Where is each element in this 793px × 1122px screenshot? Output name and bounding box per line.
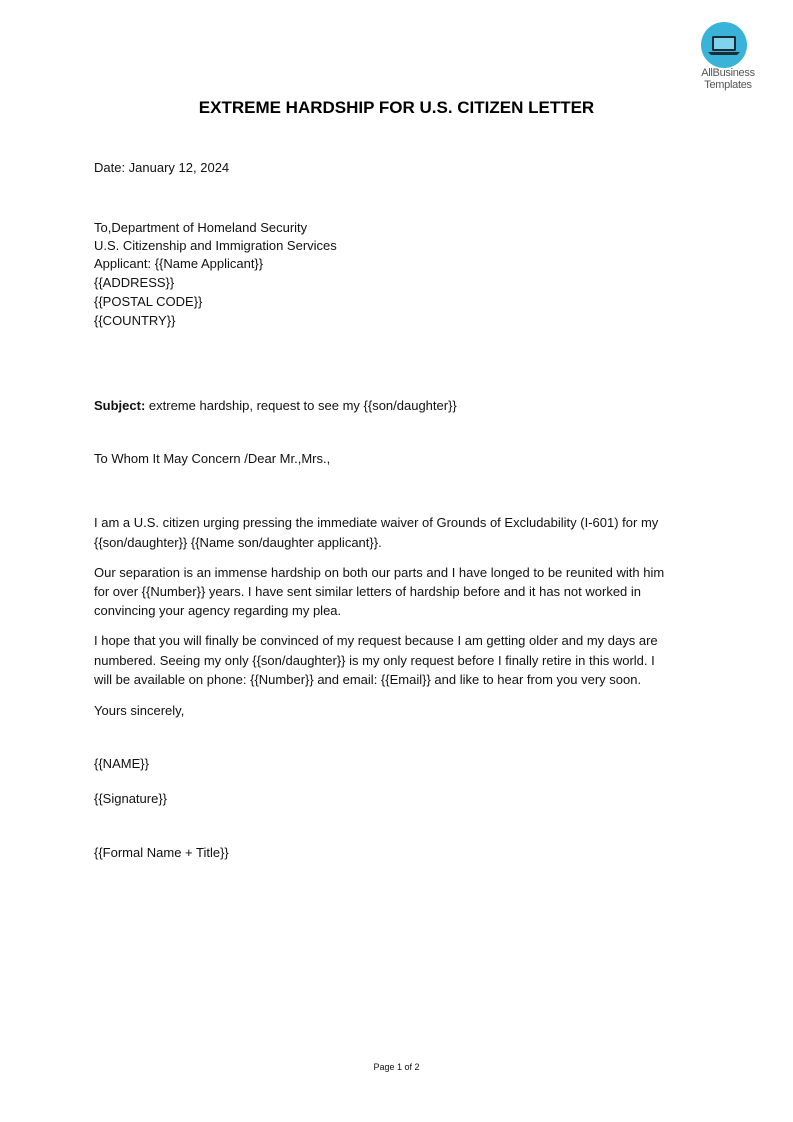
recipient-line-2: U.S. Citizenship and Immigration Services xyxy=(94,238,337,253)
body-p3-line-2: numbered. Seeing my only {{son/daughter}} is my only request before I finally retire in this world. I xyxy=(94,653,655,668)
recipient-line-5: {{POSTAL CODE}} xyxy=(94,294,203,309)
recipient-line-3: Applicant: {{Name Applicant}} xyxy=(94,256,264,271)
logo-text xyxy=(690,67,766,91)
body-p1-line-2: {{son/daughter}} {{Name son/daughter applicant}}. xyxy=(94,535,382,550)
signer-name: {{NAME}} xyxy=(94,756,149,771)
body-p1-line-1: I am a U.S. citizen urging pressing the immediate waiver of Grounds of Excludability (I-601) for my xyxy=(94,515,659,530)
body-p2-line-2: for over {{Number}} years. I have sent similar letters of hardship before and it has not worked in xyxy=(94,584,642,599)
body-p3-line-1: I hope that you will finally be convinced of my request because I am getting older and my days are xyxy=(94,633,658,648)
signer-formal-name: {{Formal Name + Title}} xyxy=(94,845,229,860)
laptop-icon xyxy=(701,34,747,58)
allbusiness-templates-logo xyxy=(690,22,770,94)
recipient-line-6: {{COUNTRY}} xyxy=(94,313,176,328)
subject-text: extreme hardship, request to see my {{son/daughter}} xyxy=(145,398,457,413)
salutation: To Whom It May Concern /Dear Mr.,Mrs., xyxy=(94,451,331,466)
signer-signature: {{Signature}} xyxy=(94,791,168,806)
body-p2-line-1: Our separation is an immense hardship on both our parts and I have longed to be reunited with him xyxy=(94,565,665,580)
letter-date: Date: January 12, 2024 xyxy=(94,160,230,175)
letter-title: EXTREME HARDSHIP FOR U.S. CITIZEN LETTER xyxy=(198,98,595,117)
logo-text-line2: Templates xyxy=(704,79,752,91)
logo-text-line1: AllBusiness xyxy=(701,67,755,79)
body-p2-line-3: convincing your agency regarding my plea. xyxy=(94,603,342,618)
subject-label: Subject: xyxy=(94,398,146,413)
page-number: Page 1 of 2 xyxy=(373,1062,420,1072)
recipient-line-1: To,Department of Homeland Security xyxy=(94,220,308,235)
recipient-line-4: {{ADDRESS}} xyxy=(94,275,175,290)
subject-line xyxy=(94,397,457,415)
closing: Yours sincerely, xyxy=(94,703,185,718)
body-p3-line-3: will be available on phone: {{Number}} and email: {{Email}} and like to hear from you very soon. xyxy=(94,672,642,687)
